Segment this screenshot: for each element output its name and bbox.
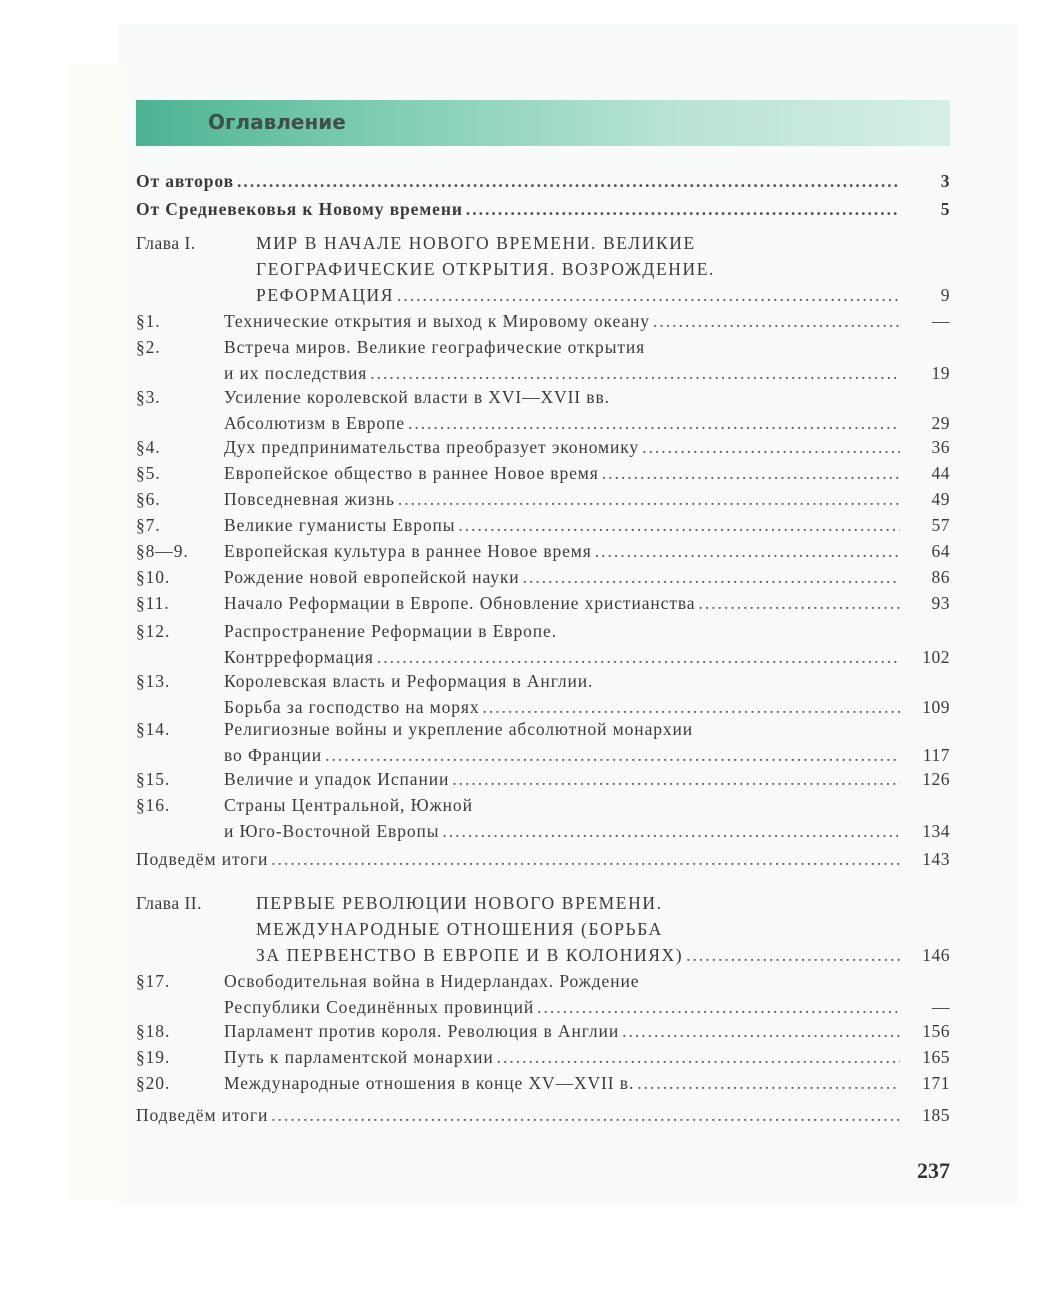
toc-chapter[interactable] — [136, 890, 950, 968]
toc-entry-title-line: От Средневековья к Новому времени — [136, 199, 463, 219]
toc-entry-title-line: и их последствия — [224, 363, 368, 383]
toc-top-entry[interactable] — [136, 196, 950, 222]
toc-entry-number: §19. — [136, 1047, 171, 1067]
toc-chapter[interactable] — [136, 230, 950, 308]
toc-section[interactable] — [136, 668, 950, 720]
dot-leader — [271, 846, 900, 872]
toc-page-number: 185 — [922, 1105, 950, 1125]
toc-page-number: 146 — [922, 945, 950, 965]
toc-page-number: 117 — [922, 745, 950, 765]
toc-entry-number: §18. — [136, 1021, 171, 1041]
toc-entry-number: §17. — [136, 971, 171, 991]
dot-leader — [642, 434, 900, 460]
toc-entry-title-line: Парламент против короля. Революция в Англии — [224, 1021, 620, 1041]
toc-page-number: 165 — [922, 1047, 950, 1067]
toc-entry-title-line: Великие гуманисты Европы — [224, 515, 456, 535]
toc-entry-title-line: РЕФОРМАЦИЯ — [256, 285, 394, 305]
toc-page-number: 19 — [931, 363, 950, 383]
dot-leader — [523, 564, 900, 590]
dot-leader — [397, 282, 900, 308]
toc-section[interactable] — [136, 308, 950, 334]
toc-entry-title-line: Европейское общество в раннее Новое время — [224, 463, 599, 483]
toc-page-number: 64 — [931, 541, 950, 561]
toc-entry-title-line: Подведём итоги — [136, 849, 269, 869]
toc-entry-number: §16. — [136, 795, 171, 815]
toc-entry-title-line: и Юго-Восточной Европы — [224, 821, 440, 841]
toc-entry-number: §1. — [136, 311, 161, 331]
toc-entry-number: §14. — [136, 719, 171, 739]
dot-leader — [537, 994, 900, 1020]
toc-page-number: 86 — [931, 567, 950, 587]
toc-entry-title-line: Встреча миров. Великие географические открытия — [224, 337, 646, 357]
toc-section[interactable] — [136, 1044, 950, 1070]
toc-entry-title-line: Распространение Реформации в Европе. — [224, 621, 557, 641]
toc-page-number: 49 — [931, 489, 950, 509]
toc-page-number: 156 — [922, 1021, 950, 1041]
toc-entry-number: §13. — [136, 671, 171, 691]
toc-entry-title-line: Усиление королевской власти в XVI—XVII вв. — [224, 387, 610, 407]
toc-section[interactable] — [136, 1018, 950, 1044]
toc-page-number: 109 — [922, 697, 950, 717]
toc-entry-number: §20. — [136, 1073, 171, 1093]
toc-page-number: — — [932, 311, 950, 331]
toc-entry-title-line: Технические открытия и выход к Мировому океану — [224, 311, 650, 331]
toc-section[interactable] — [136, 538, 950, 564]
dot-leader — [377, 644, 900, 670]
toc-entry-title-line: Подведём итоги — [136, 1105, 269, 1125]
toc-entry-title-line: Королевская власть и Реформация в Англии. — [224, 671, 594, 691]
toc-page-number: 57 — [931, 515, 950, 535]
toc-entry-title-line: МЕЖДУНАРОДНЫЕ ОТНОШЕНИЯ (БОРЬБА — [256, 919, 663, 939]
dot-leader — [370, 360, 900, 386]
toc-entry-title-line: Путь к парламентской монархии — [224, 1047, 494, 1067]
dot-leader — [602, 460, 900, 486]
toc-entry-title-line: Рождение новой европейской науки — [224, 567, 520, 587]
toc-section[interactable] — [136, 618, 950, 670]
toc-entry-number: §6. — [136, 489, 161, 509]
toc-page-number: 44 — [931, 463, 950, 483]
toc-entry-title-line: Начало Реформации в Европе. Обновление христианства — [224, 593, 696, 613]
toc-entry-title-line: Освободительная война в Нидерландах. Рождение — [224, 971, 640, 991]
dot-leader — [408, 410, 900, 436]
toc-entry-number: §2. — [136, 337, 161, 357]
toc-entry-number: §8—9. — [136, 541, 189, 561]
toc-page-number: 134 — [922, 821, 950, 841]
dot-leader — [653, 308, 900, 334]
toc-section[interactable] — [136, 1070, 950, 1096]
toc-entry-title-line: Дух предпринимательства преобразует экономику — [224, 437, 640, 457]
toc-page-number: 126 — [922, 769, 950, 789]
toc-entry-title-line: Борьба за господство на морях — [224, 697, 480, 717]
toc-entry-title-line: ЗА ПЕРВЕНСТВО В ЕВРОПЕ И В КОЛОНИЯХ) — [256, 945, 684, 965]
toc-section[interactable] — [136, 512, 950, 538]
dot-leader — [458, 512, 900, 538]
toc-section[interactable] — [136, 434, 950, 460]
dot-leader — [466, 196, 900, 222]
dot-leader — [595, 538, 900, 564]
toc-entry-title-line: Величие и упадок Испании — [224, 769, 450, 789]
dot-leader — [442, 818, 900, 844]
toc-entry-number: Глава II. — [136, 893, 203, 913]
dot-leader — [637, 1070, 900, 1096]
toc-page-number: 93 — [931, 593, 950, 613]
toc-page-number: 102 — [922, 647, 950, 667]
dot-leader — [686, 942, 900, 968]
toc-top-entry[interactable] — [136, 168, 950, 194]
toc-section[interactable] — [136, 564, 950, 590]
toc-section[interactable] — [136, 968, 950, 1020]
toc-entry-title-line: во Франции — [224, 745, 323, 765]
toc-entry-title-line: Религиозные войны и укрепление абсолютной монархии — [224, 719, 694, 739]
toc-page-number: 36 — [931, 437, 950, 457]
toc-entry-title-line: Контрреформация — [224, 647, 374, 667]
dot-leader — [497, 1044, 900, 1070]
toc-page-number: 29 — [931, 413, 950, 433]
page-number: 237 — [917, 1158, 950, 1183]
dot-leader — [271, 1102, 900, 1128]
toc-section[interactable] — [136, 460, 950, 486]
toc-section[interactable] — [136, 486, 950, 512]
toc-entry-title-line: Страны Центральной, Южной — [224, 795, 473, 815]
dot-leader — [237, 168, 900, 194]
toc-section[interactable] — [136, 334, 950, 386]
toc-entry-title-line: От авторов — [136, 171, 234, 191]
toc-entry-title-line: ПЕРВЫЕ РЕВОЛЮЦИИ НОВОГО ВРЕМЕНИ. — [256, 893, 663, 913]
toc-entry-number: §15. — [136, 769, 171, 789]
toc-entry-number: §12. — [136, 621, 171, 641]
toc-entry-number: §5. — [136, 463, 161, 483]
toc-page-number: 9 — [940, 285, 950, 305]
toc-top-entry[interactable] — [136, 846, 950, 872]
toc-page-number: — — [932, 997, 950, 1017]
toc-entry-number: §7. — [136, 515, 161, 535]
toc-section[interactable] — [136, 716, 950, 768]
toc-entry-number: §4. — [136, 437, 161, 457]
dot-leader — [622, 1018, 900, 1044]
toc-section[interactable] — [136, 384, 950, 436]
toc-entry-title-line: Европейская культура в раннее Новое время — [224, 541, 592, 561]
toc-page-number: 3 — [940, 171, 950, 191]
toc-entry-title-line: Республики Соединённых провинций — [224, 997, 535, 1017]
toc-entry-title-line: Международные отношения в конце XV—XVII в. — [224, 1073, 635, 1093]
toc-entry-number: §3. — [136, 387, 161, 407]
toc-page-number: 143 — [922, 849, 950, 869]
toc-entry-title-line: Повседневная жизнь — [224, 489, 395, 509]
page-edge — [68, 64, 124, 1200]
page-title: Оглавление — [208, 110, 346, 134]
toc-entry-number: Глава I. — [136, 233, 196, 253]
toc-entry-title-line: МИР В НАЧАЛЕ НОВОГО ВРЕМЕНИ. ВЕЛИКИЕ — [256, 233, 696, 253]
toc-entry-title-line: Абсолютизм в Европе — [224, 413, 405, 433]
toc-section[interactable] — [136, 590, 950, 616]
toc-entry-number: §10. — [136, 567, 171, 587]
toc-entry-title-line: ГЕОГРАФИЧЕСКИЕ ОТКРЫТИЯ. ВОЗРОЖДЕНИЕ. — [256, 259, 715, 279]
toc-page-number: 171 — [922, 1073, 950, 1093]
toc-page-number: 5 — [940, 199, 950, 219]
toc-section[interactable] — [136, 766, 950, 792]
dot-leader — [452, 766, 900, 792]
toc-entry-number: §11. — [136, 593, 170, 613]
dot-leader — [398, 486, 900, 512]
dot-leader — [325, 742, 900, 768]
toc-top-entry[interactable] — [136, 1102, 950, 1128]
toc-section[interactable] — [136, 792, 950, 844]
dot-leader — [698, 590, 900, 616]
